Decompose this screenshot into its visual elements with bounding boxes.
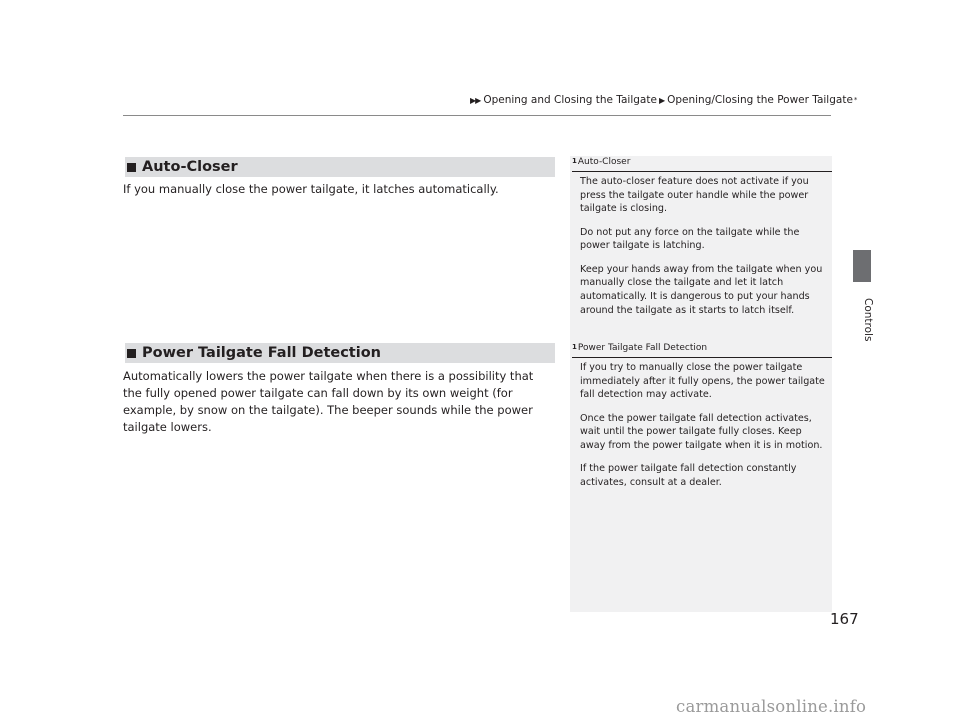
breadcrumb-arrow-icon: ▶▶ [470, 95, 481, 105]
square-bullet-icon [127, 163, 136, 172]
section-title: Auto-Closer [142, 159, 238, 175]
breadcrumb [470, 94, 857, 106]
chapter-label: Controls [862, 298, 874, 342]
note-heading [572, 343, 832, 358]
section-body: Automatically lowers the power tailgate when there is a possibility that the fully opened power tailgate can fall down by its own weight (for example, by snow on the tailgate). The beeper sounds while the power tailgate lowers. [123, 369, 534, 434]
note-paragraph: Once the power tailgate fall detection activates, wait until the power tailgate fully closes. Keep away from the power tailgate when it is in motion. [580, 412, 823, 452]
note-paragraph: If you try to manually close the power tailgate immediately after it fully opens, the power tailgate fall detection may activate. [580, 362, 825, 401]
note-paragraph: Keep your hands away from the tailgate when you manually close the tailgate and let it latch automatically. It is dangerous to put your hands around the tailgate as it starts to latch itself. [580, 263, 823, 316]
section-title: Power Tailgate Fall Detection [142, 345, 381, 361]
section-bar-auto-closer [125, 157, 555, 177]
section-body: If you manually close the power tailgate, it latches automatically. [123, 182, 499, 196]
watermark: carmanualsonline.info [676, 697, 867, 716]
note-paragraph: Do not put any force on the tailgate while the power tailgate is latching. [580, 226, 800, 252]
breadcrumb-section[interactable]: Opening and Closing the Tailgate [483, 94, 657, 106]
note-number: 1 [572, 343, 577, 351]
section-bar-fall-detection [125, 343, 555, 363]
note-heading-text: Power Tailgate Fall Detection [577, 343, 708, 353]
note-body [580, 361, 826, 499]
note-number: 1 [572, 157, 577, 165]
breadcrumb-arrow-icon: ▶ [658, 95, 665, 105]
square-bullet-icon [127, 349, 136, 358]
page-number: 167 [830, 610, 859, 628]
note-paragraph: The auto-closer feature does not activate if you press the tailgate outer handle while the power tailgate is closing. [580, 176, 809, 215]
note-paragraph: If the power tailgate fall detection constantly activates, consult at a dealer. [580, 463, 797, 488]
note-heading-text: Auto-Closer [577, 157, 631, 167]
optional-marker: * [853, 96, 858, 104]
note-body [580, 175, 826, 327]
breadcrumb-subsection[interactable]: Opening/Closing the Power Tailgate [667, 94, 853, 106]
header-divider [123, 115, 831, 116]
note-heading [572, 157, 832, 172]
chapter-tab-marker [853, 250, 871, 282]
